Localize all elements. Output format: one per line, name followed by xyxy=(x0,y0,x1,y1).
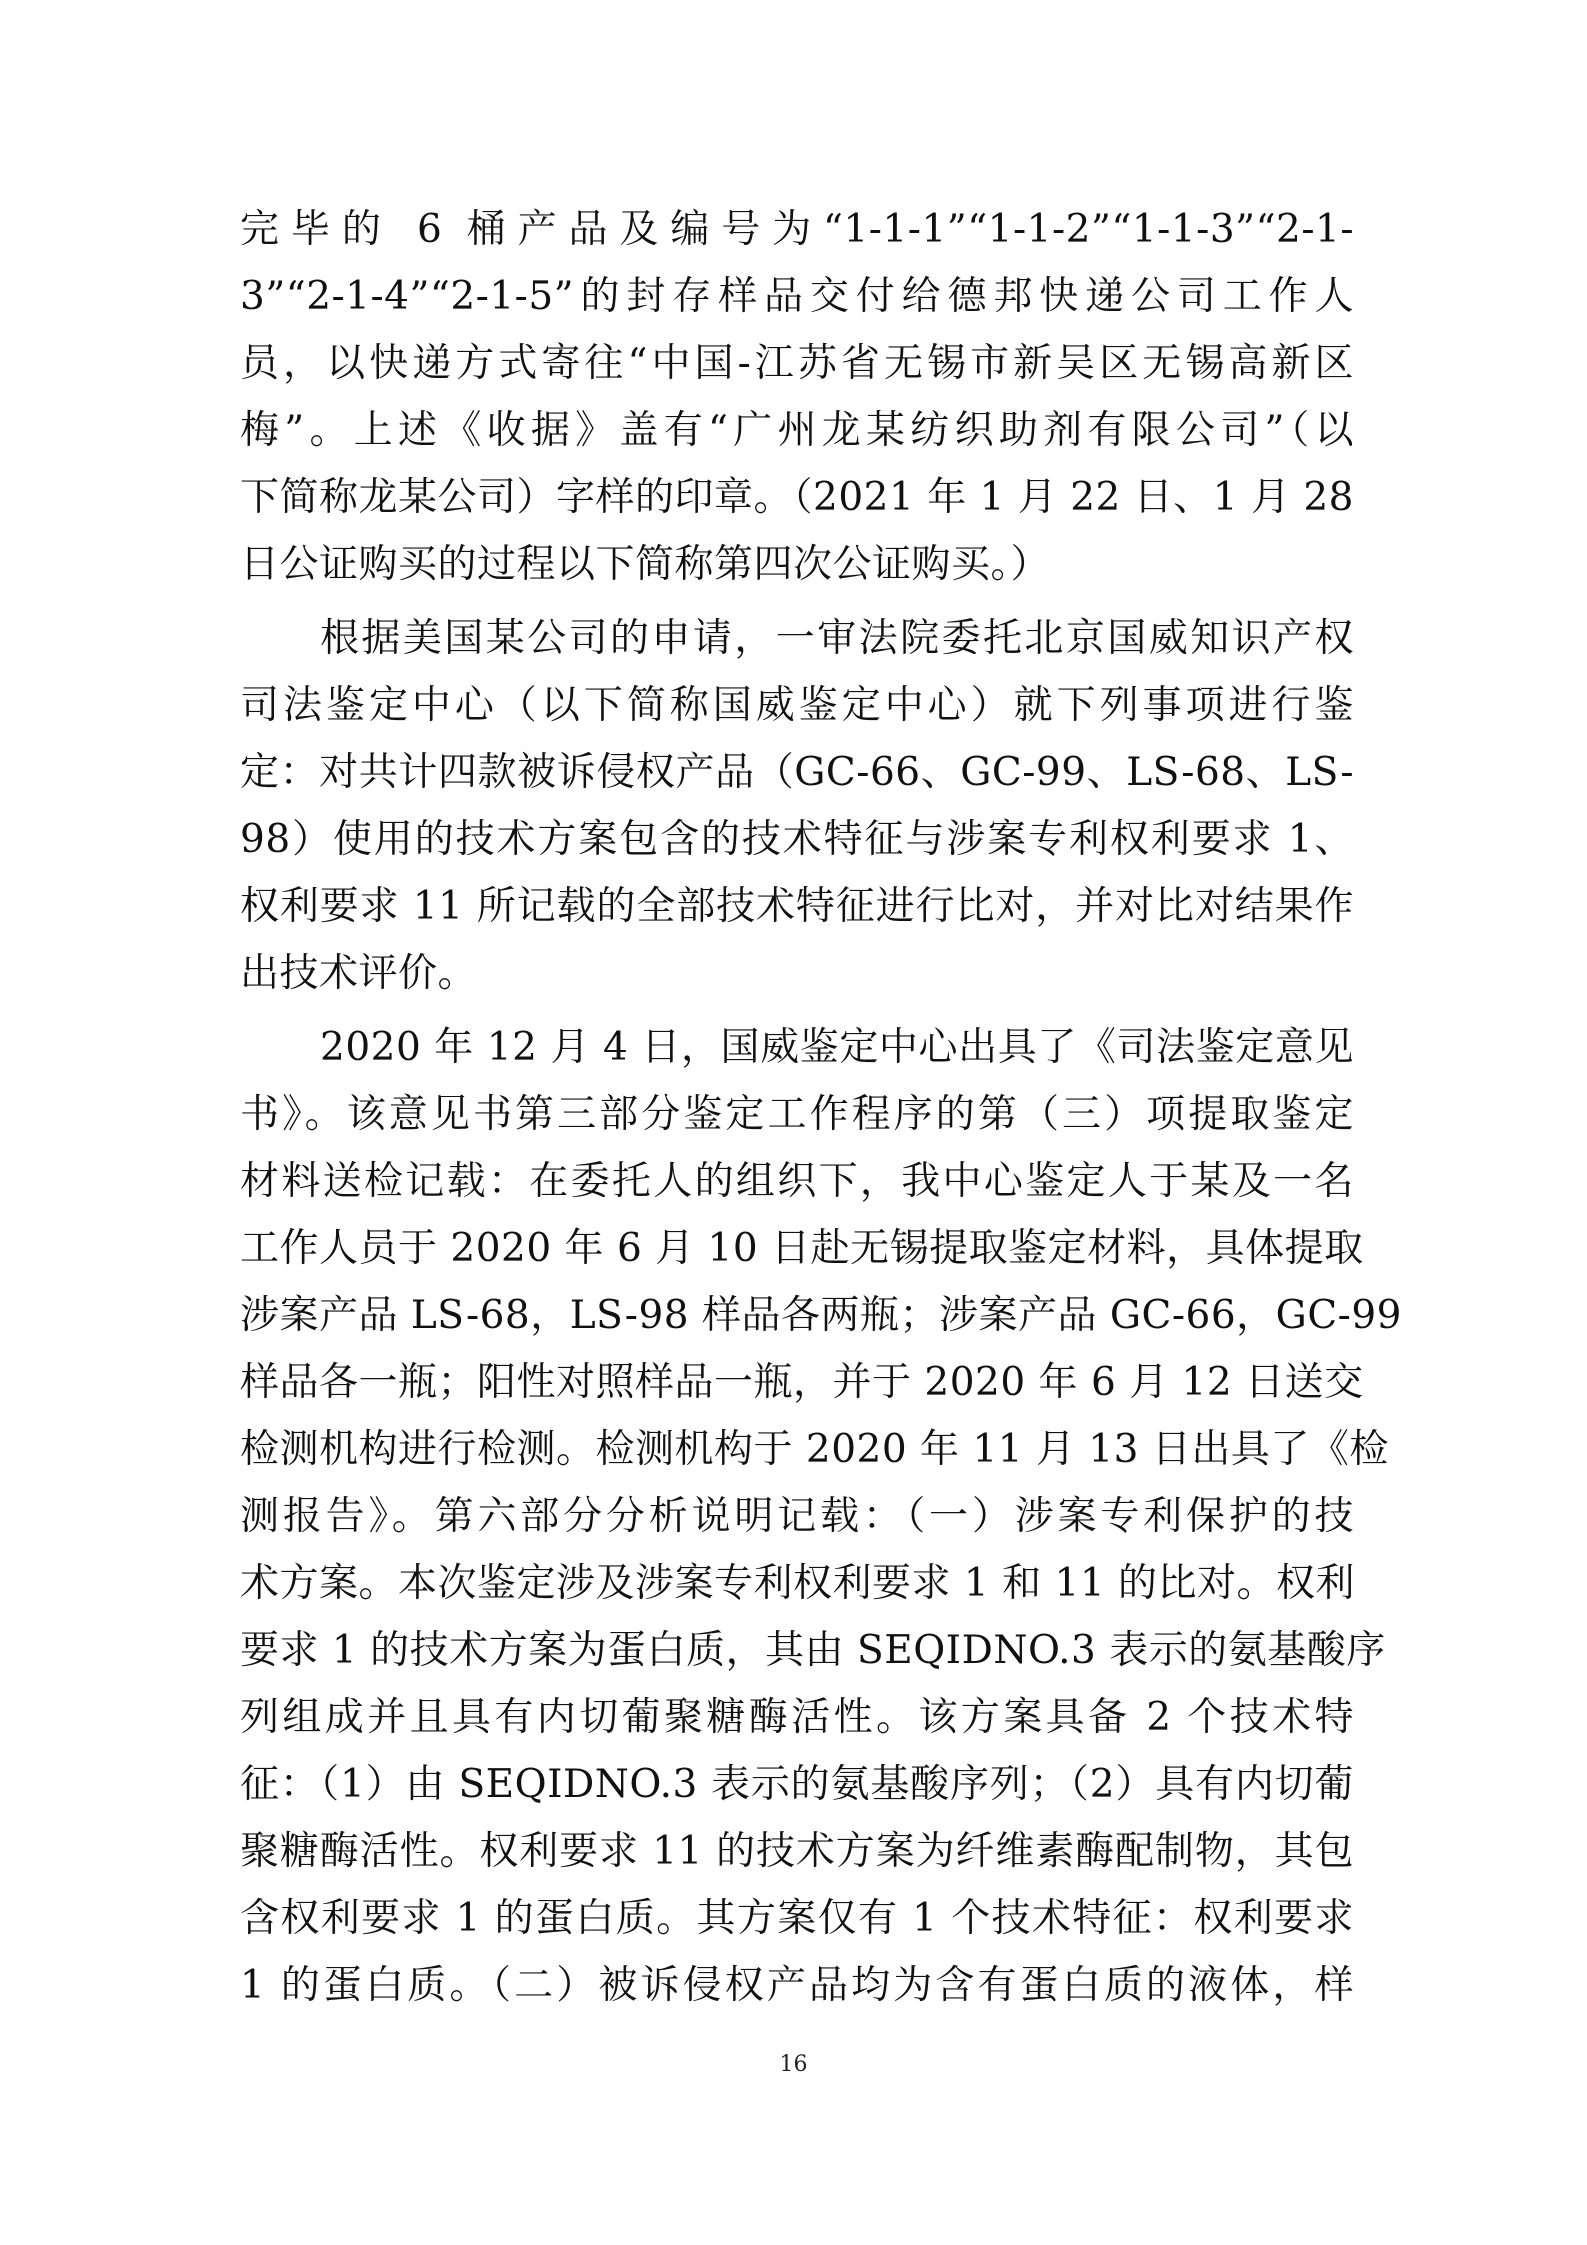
text-line: 完毕的 6 桶产品及编号为“1-1-1”“1-1-2”“1-1-3”“2-1- xyxy=(240,207,1354,252)
text-line: 书》。该意见书第三部分鉴定工作程序的第（三）项提取鉴定 xyxy=(240,1092,1354,1137)
text-line: 涉案产品 LS-68，LS-98 样品各两瓶；涉案产品 GC-66，GC-99 xyxy=(240,1293,1402,1338)
text-line: 员，以快递方式寄往“中国-江苏省无锡市新吴区无锡高新区 xyxy=(240,341,1354,386)
text-line: 术方案。本次鉴定涉及涉案专利权利要求 1 和 11 的比对。权利 xyxy=(240,1561,1356,1606)
text-line: 样品各一瓶；阳性对照样品一瓶，并于 2020 年 6 月 12 日送交 xyxy=(240,1360,1364,1405)
paragraph-appraisal-opinion xyxy=(240,1014,1402,2019)
text-line: 司法鉴定中心（以下简称国威鉴定中心）就下列事项进行鉴 xyxy=(240,683,1354,728)
text-line: 征：（1）由 SEQIDNO.3 表示的氨基酸序列；（2）具有内切葡 xyxy=(240,1762,1354,1807)
document-body xyxy=(240,196,1402,2019)
text-line: 梅”。上述《收据》盖有“广州龙某纺织助剂有限公司”（以 xyxy=(240,408,1354,453)
page-number: 16 xyxy=(779,2052,808,2077)
text-line: 聚糖酶活性。权利要求 11 的技术方案为纤维素酶配制物，其包 xyxy=(240,1829,1354,1874)
text-line: 2020 年 12 月 4 日，国威鉴定中心出具了《司法鉴定意见 xyxy=(320,1025,1354,1070)
paragraph-appraisal-commission xyxy=(240,605,1354,1007)
text-line: 根据美国某公司的申请，一审法院委托北京国威知识产权 xyxy=(320,616,1354,661)
text-line: 要求 1 的技术方案为蛋白质，其由 SEQIDNO.3 表示的氨基酸序 xyxy=(240,1628,1386,1673)
text-line: 测报告》。第六部分分析说明记载：（一）涉案专利保护的技 xyxy=(240,1494,1354,1539)
text-line: 日公证购买的过程以下简称第四次公证购买。） xyxy=(240,542,1051,587)
text-line: 检测机构进行检测。检测机构于 2020 年 11 月 13 日出具了《检 xyxy=(240,1427,1389,1472)
text-line: 列组成并且具有内切葡聚糖酶活性。该方案具备 2 个技术特 xyxy=(240,1695,1354,1740)
text-line: 下简称龙某公司）字样的印章。（2021 年 1 月 22 日、1 月 28 xyxy=(240,475,1354,520)
text-line: 3”“2-1-4”“2-1-5”的封存样品交付给德邦快递公司工作人 xyxy=(240,274,1354,319)
paragraph-shipping-receipt xyxy=(240,196,1354,598)
text-line: 1 的蛋白质。（二）被诉侵权产品均为含有蛋白质的液体，样 xyxy=(240,1963,1354,2008)
text-line: 工作人员于 2020 年 6 月 10 日赴无锡提取鉴定材料，具体提取 xyxy=(240,1226,1364,1271)
text-line: 权利要求 11 所记载的全部技术特征进行比对，并对比对结果作 xyxy=(240,884,1354,929)
text-line: 定：对共计四款被诉侵权产品（GC-66、GC-99、LS-68、LS- xyxy=(240,750,1354,795)
text-line: 98）使用的技术方案包含的技术特征与涉案专利权利要求 1、 xyxy=(240,817,1354,862)
text-line: 出技术评价。 xyxy=(240,951,478,996)
text-line: 含权利要求 1 的蛋白质。其方案仅有 1 个技术特征：权利要求 xyxy=(240,1896,1354,1941)
text-line: 材料送检记载：在委托人的组织下，我中心鉴定人于某及一名 xyxy=(240,1159,1354,1204)
